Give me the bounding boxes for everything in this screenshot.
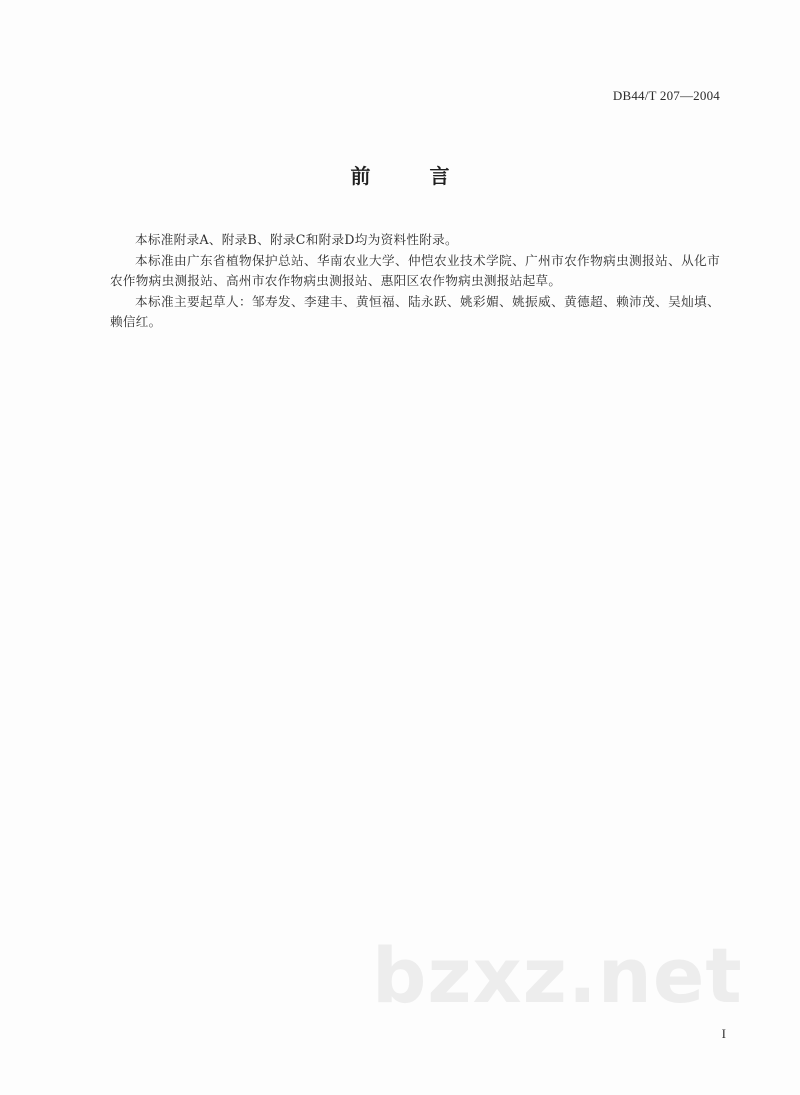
- paragraph-appendix: 本标准附录A、附录B、附录C和附录D均为资料性附录。: [135, 232, 458, 247]
- paragraph-drafters: 本标准主要起草人：邹寿发、李建丰、黄恒福、陆永跃、姚彩媚、姚振威、黄德超、赖沛茂、吴灿填、赖信红。: [110, 293, 720, 329]
- page-number: I: [721, 1026, 726, 1041]
- foreword-body: [110, 230, 720, 333]
- paragraph-drafting-units: 本标准由广东省植物保护总站、华南农业大学、仲恺农业技术学院、广州市农作物病虫测报站、从化市农作物病虫测报站、高州市农作物病虫测报站、惠阳区农作物病虫测报站起草。: [110, 252, 720, 288]
- standard-code: DB44/T 207—2004: [612, 88, 720, 103]
- watermark: bzxz.net: [372, 931, 743, 1020]
- page-title: 前 言: [350, 164, 476, 188]
